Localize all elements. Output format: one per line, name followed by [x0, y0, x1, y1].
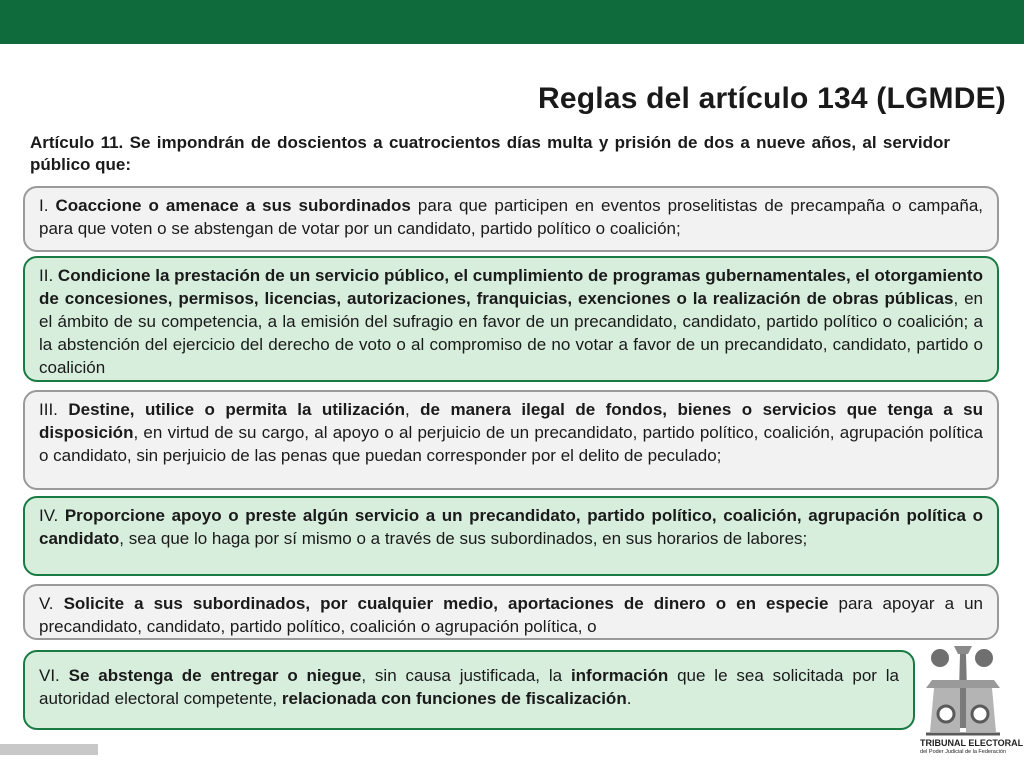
slide-title: Reglas del artículo 134 (LGMDE): [538, 82, 1006, 115]
rule-text-bold: Condicione la prestación de un servicio público, el cumplimiento de programas gubernamentales, el otorgamiento de concesiones, permisos, licencias, autorizaciones, franquicias, exenciones o la realización de obras públicas: [39, 266, 983, 308]
rule-item-6: [23, 650, 915, 730]
rule-text-segment: I.: [39, 196, 56, 215]
footer-accent-bar: [0, 744, 98, 755]
rule-item-4: [23, 496, 999, 576]
rule-text-segment: , sea que lo haga por sí mismo o a través de sus subordinados, en sus horarios de labores;: [119, 529, 808, 548]
rule-text: [39, 664, 899, 710]
tribunal-emblem-icon: [920, 640, 1006, 736]
rule-item-1: [23, 186, 999, 252]
rule-text-segment: II.: [39, 266, 58, 285]
rule-text-segment: , sin causa justificada, la: [361, 666, 571, 685]
rule-text-segment: VI.: [39, 666, 69, 685]
article-intro: Artículo 11. Se impondrán de doscientos a cuatrocientos días multa y prisión de dos a nueve años, al servidor público que:: [30, 133, 950, 174]
rule-text-segment: V.: [39, 594, 64, 613]
rule-text-segment: , en el ámbito de su competencia, a la emisión del sufragio en favor de un precandidato, candidato, partido político o coalición; a la abstención del ejercicio del derecho de voto o al compromiso de no votar a favor de un precandidato, candidato, partido o coalición: [39, 289, 983, 377]
rule-text-bold: Se abstenga de entregar o niegue: [68, 666, 362, 685]
rule-text-segment: .: [626, 689, 632, 708]
rule-text-bold: Proporcione apoyo o preste algún servicio a un precandidato, partido político, coalición, agrupación política o candidato: [39, 506, 983, 548]
rule-text-segment: , en virtud de su cargo, al apoyo o al perjuicio de un precandidato, partido político, coalición, agrupación política o candidato, sin perjuicio de las penas que puedan corresponder por el delito de peculado;: [39, 423, 983, 465]
rule-item-2: [23, 256, 999, 382]
rule-text-bold: de manera ilegal de fondos, bienes o servicios que tenga a su disposición: [39, 400, 983, 442]
rule-text-segment: IV.: [39, 506, 65, 525]
rule-item-3: [23, 390, 999, 490]
rule-item-5: [23, 584, 999, 640]
rule-text-bold: Solicite a sus subordinados, por cualquier medio, aportaciones de dinero o en especie: [63, 594, 829, 613]
rule-text-segment: III.: [39, 400, 69, 419]
header-bar: [0, 0, 1024, 44]
rule-text-segment: para que participen en eventos proselitistas de precampaña o campaña, para que voten o se abstengan de votar por un candidato, partido político o coalición;: [39, 196, 983, 238]
rule-text-bold: Coaccione o amenace a sus subordinados: [55, 196, 411, 215]
rule-text-segment: que le sea solicitada por la autoridad electoral competente,: [39, 666, 900, 708]
logo-title: TRIBUNAL ELECTORAL: [920, 738, 1024, 748]
rule-text: [39, 504, 983, 550]
rule-text: [39, 264, 983, 379]
rule-text-bold: relacionada con funciones de fiscalización: [281, 689, 627, 708]
rule-text-segment: ,: [404, 400, 421, 419]
rule-text-bold: Destine, utilice o permita la utilización: [68, 400, 405, 419]
rule-text-segment: para apoyar a un precandidato, candidato, partido político, coalición o agrupación política, o: [39, 594, 984, 636]
tribunal-electoral-logo: [920, 640, 1024, 762]
rule-text-bold: información: [570, 666, 669, 685]
logo-subtitle: del Poder Judicial de la Federación: [920, 749, 1006, 755]
rule-text: [39, 194, 983, 240]
rule-text: [39, 592, 983, 638]
rule-text: [39, 398, 983, 467]
